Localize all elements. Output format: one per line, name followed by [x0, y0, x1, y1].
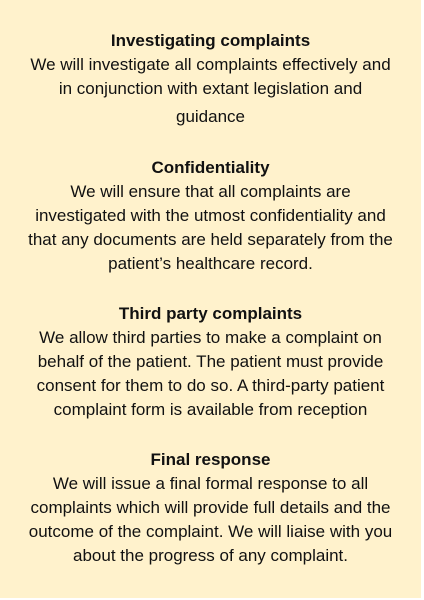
section-heading: Investigating complaints	[110, 31, 311, 50]
body-line: We will investigate all complaints effectively and	[30, 55, 391, 74]
body-line: We allow third parties to make a complaint on	[39, 328, 382, 347]
section-final-response	[0, 448, 421, 568]
body-line: investigated with the utmost confidentiality and	[35, 206, 386, 225]
body-line: that any documents are held separately from the	[28, 230, 393, 249]
body-line: complaints which will provide full details and the	[30, 498, 391, 517]
body-line: We will ensure that all complaints are	[70, 182, 351, 201]
section-body	[0, 53, 421, 129]
body-line: outcome of the complaint. We will liaise with you	[28, 522, 393, 541]
body-line: patient’s healthcare record.	[108, 254, 313, 273]
section-body	[0, 472, 421, 568]
body-line: We will issue a final formal response to all	[52, 474, 369, 493]
section-investigating-complaints	[0, 29, 421, 129]
body-line: behalf of the patient. The patient must provide	[37, 352, 384, 371]
body-line: about the progress of any complaint.	[73, 546, 348, 565]
body-line: guidance	[175, 107, 245, 126]
section-heading: Confidentiality	[151, 158, 270, 177]
section-heading: Third party complaints	[118, 304, 303, 323]
section-heading: Final response	[150, 450, 271, 469]
body-line: complaint form is available from reception	[53, 400, 368, 419]
body-line: in conjunction with extant legislation and	[58, 79, 363, 98]
section-body	[0, 326, 421, 422]
section-third-party-complaints	[0, 302, 421, 422]
section-body	[0, 180, 421, 276]
body-line: consent for them to do so. A third-party patient	[36, 376, 385, 395]
section-confidentiality	[0, 156, 421, 276]
